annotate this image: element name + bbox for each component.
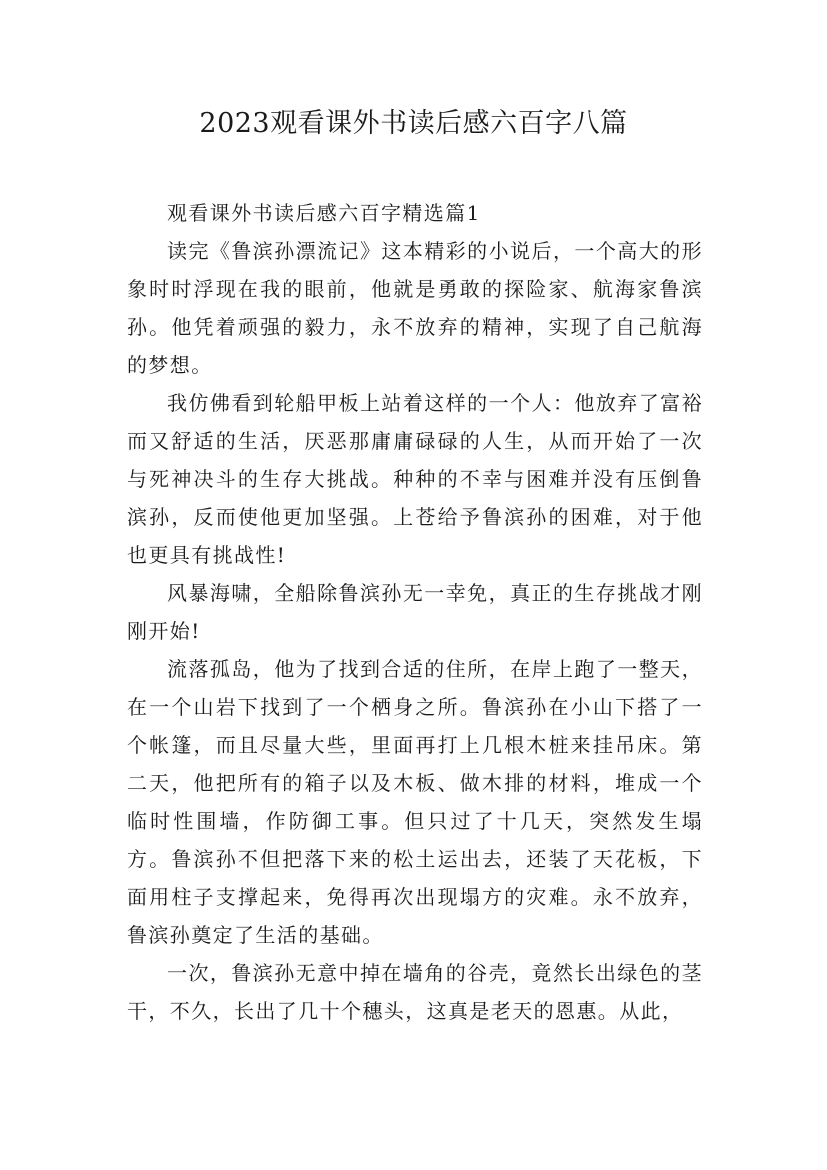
paragraph: 一次，鲁滨孙无意中掉在墙角的谷壳，竟然长出绿色的茎干，不久，长出了几十个穗头，这真是老天的恩惠。从此， [127,961,703,1023]
paragraph: 流落孤岛，他为了找到合适的住所，在岸上跑了一整天，在一个山岩下找到了一个栖身之所。鲁滨孙在小山下搭了一个帐篷，而且尽量大些，里面再打上几根木桩来挂吊床。第二天，他把所有的箱子以及木板、做木排的材料，堆成一个临时性围墙，作防御工事。但只过了十几天，突然发生塌方。鲁滨孙不但把落下来的松土运出去，还装了天花板，下面用柱子支撑起来，免得再次出现塌方的灾难。永不放弃，鲁滨孙奠定了生活的基础。 [127,657,703,947]
section-heading: 观看课外书读后感六百字精选篇1 [167,201,481,225]
paragraph: 风暴海啸，全船除鲁滨孙无一幸免，真正的生存挑战才刚刚开始! [127,581,703,643]
document-body [127,194,703,1030]
document-title: 2023观看课外书读后感六百字八篇 [199,108,628,139]
paragraph: 我仿佛看到轮船甲板上站着这样的一个人：他放弃了富裕而又舒适的生活，厌恶那庸庸碌碌的人生，从而开始了一次与死神决斗的生存大挑战。种种的不幸与困难并没有压倒鲁滨孙，反而使他更加坚强。上苍给予鲁滨孙的困难，对于他也更具有挑战性! [127,391,703,567]
paragraph: 读完《鲁滨孙漂流记》这本精彩的小说后，一个高大的形象时时浮现在我的眼前，他就是勇敢的探险家、航海家鲁滨孙。他凭着顽强的毅力，永不放弃的精神，实现了自己航海的梦想。 [127,239,703,377]
